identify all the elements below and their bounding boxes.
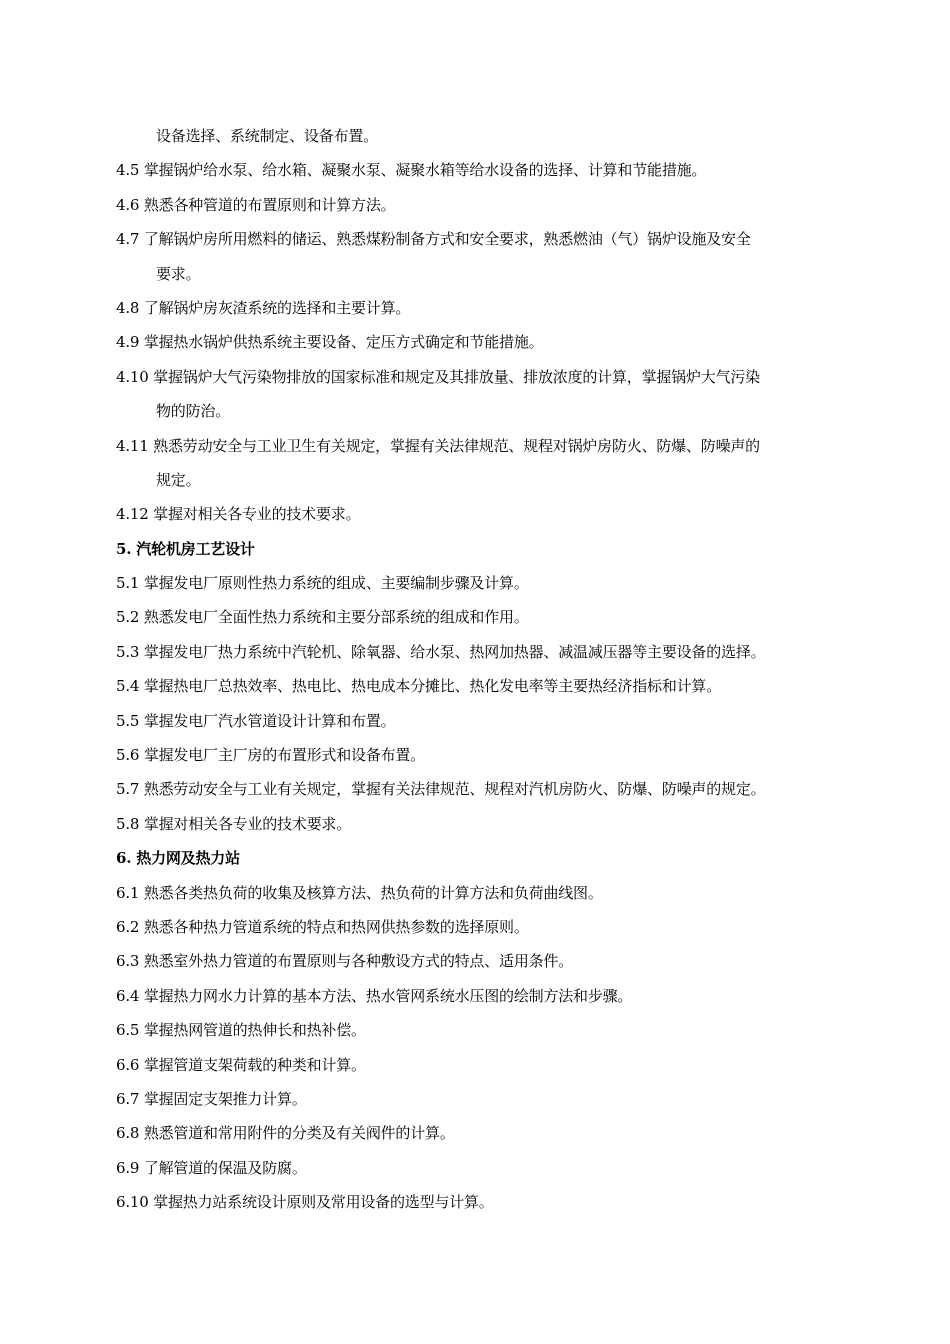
list-item-6-6: 6.6 掌握管道支架荷载的种类和计算。: [116, 1055, 366, 1074]
list-item-5-1: 5.1 掌握发电厂原则性热力系统的组成、主要编制步骤及计算。: [116, 574, 529, 593]
list-item-6-8: 6.8 熟悉管道和常用附件的分类及有关阀件的计算。: [116, 1124, 455, 1143]
list-item-6-9: 6.9 了解管道的保温及防腐。: [116, 1158, 307, 1177]
list-item-4-7: 4.7 了解锅炉房所用燃料的储运、熟悉煤粉制备方式和安全要求，熟悉燃油（气）锅炉设施及安全: [116, 230, 751, 249]
list-item-4-8: 4.8 了解锅炉房灰渣系统的选择和主要计算。: [116, 298, 411, 317]
list-item-5-6: 5.6 掌握发电厂主厂房的布置形式和设备布置。: [116, 746, 426, 765]
list-item-5-5: 5.5 掌握发电厂汽水管道设计计算和布置。: [116, 711, 396, 730]
list-item-4-10: 4.10 掌握锅炉大气污染物排放的国家标准和规定及其排放量、排放浓度的计算，掌握锅炉大气污染: [116, 367, 760, 386]
list-item-4-6: 4.6 熟悉各种管道的布置原则和计算方法。: [116, 195, 396, 214]
list-item-6-1: 6.1 熟悉各类热负荷的收集及核算方法、热负荷的计算方法和负荷曲线图。: [116, 883, 603, 902]
list-item-5-8: 5.8 掌握对相关各专业的技术要求。: [116, 814, 352, 833]
list-item-4-5: 4.5 掌握锅炉给水泵、给水箱、凝聚水泵、凝聚水箱等给水设备的选择、计算和节能措施。: [116, 161, 707, 180]
list-item-6-3: 6.3 熟悉室外热力管道的布置原则与各种敷设方式的特点、适用条件。: [116, 952, 574, 971]
list-item-4-11: 4.11 熟悉劳动安全与工业卫生有关规定，掌握有关法律规范、规程对锅炉房防火、防爆、防噪声的: [116, 436, 760, 455]
list-item-4-12: 4.12 掌握对相关各专业的技术要求。: [116, 505, 361, 524]
section-heading-6: 6. 热力网及热力站: [116, 849, 240, 868]
list-item-6-10: 6.10 掌握热力站系统设计原则及常用设备的选型与计算。: [116, 1193, 494, 1212]
list-item-5-7: 5.7 熟悉劳动安全与工业有关规定，掌握有关法律规范、规程对汽机房防火、防爆、防噪声的规定。: [116, 780, 766, 799]
list-item-5-4: 5.4 掌握热电厂总热效率、热电比、热电成本分摊比、热化发电率等主要热经济指标和计算。: [116, 677, 722, 696]
list-item-5-3: 5.3 掌握发电厂热力系统中汽轮机、除氧器、给水泵、热网加热器、减温减压器等主要设备的选择。: [116, 642, 766, 661]
list-item-4-7-continuation: 要求。: [156, 264, 201, 283]
section-heading-5: 5. 汽轮机房工艺设计: [116, 539, 255, 558]
paragraph-continuation: 设备选择、系统制定、设备布置。: [156, 127, 379, 145]
list-item-5-2: 5.2 熟悉发电厂全面性热力系统和主要分部系统的组成和作用。: [116, 608, 529, 627]
list-item-4-10-continuation: 物的防治。: [156, 402, 231, 421]
list-item-6-4: 6.4 掌握热力网水力计算的基本方法、热水管网系统水压图的绘制方法和步骤。: [116, 986, 633, 1005]
list-item-4-9: 4.9 掌握热水锅炉供热系统主要设备、定压方式确定和节能措施。: [116, 333, 544, 352]
list-item-6-7: 6.7 掌握固定支架推力计算。: [116, 1089, 307, 1108]
list-item-6-2: 6.2 熟悉各种热力管道系统的特点和热网供热参数的选择原则。: [116, 917, 529, 936]
list-item-4-11-continuation: 规定。: [156, 470, 201, 489]
list-item-6-5: 6.5 掌握热网管道的热伸长和热补偿。: [116, 1021, 366, 1040]
